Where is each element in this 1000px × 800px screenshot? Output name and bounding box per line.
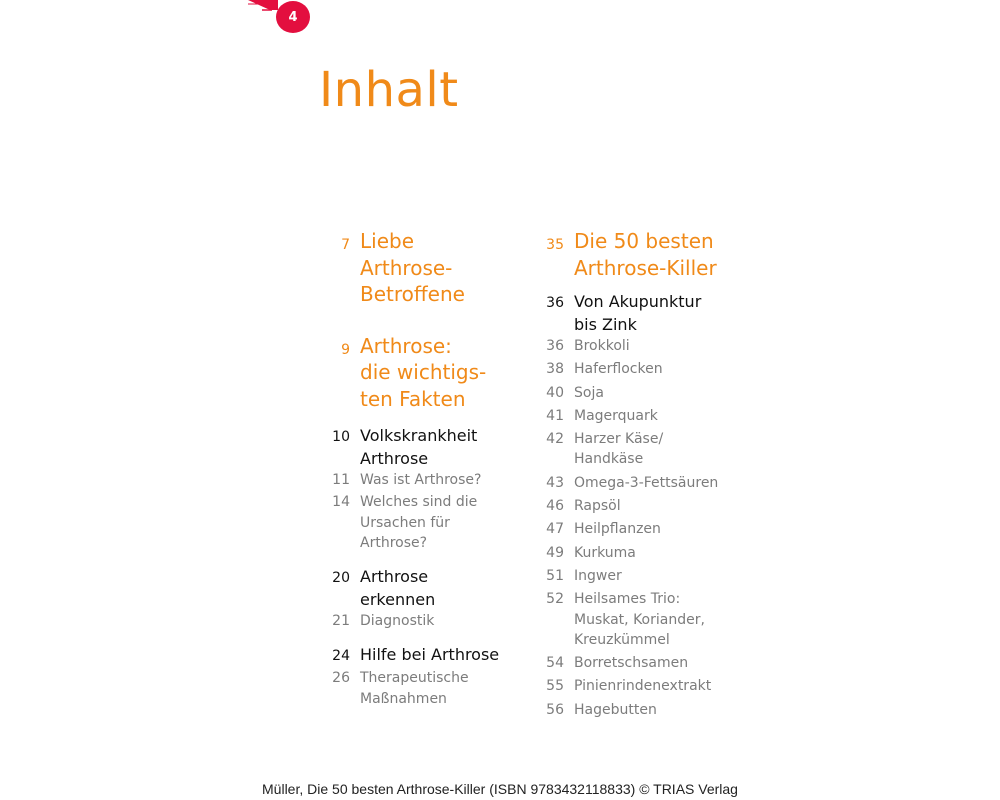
toc-entry-line: Ursachen für <box>360 514 450 531</box>
toc-page-number: 55 <box>546 678 564 695</box>
toc-entry-line: Heilsames Trio: <box>574 591 681 608</box>
toc-entry-line: Welches sind die <box>360 494 478 511</box>
toc-entry-line: Omega-3-Fettsäuren <box>574 474 719 491</box>
toc-entry-title <box>574 519 661 539</box>
toc-entry-title <box>574 653 688 673</box>
toc-entry-line: Kreuzkümmel <box>574 631 670 648</box>
toc-entry-title <box>360 492 477 553</box>
toc-entry-line: die wichtigs- <box>360 360 487 384</box>
toc-entry-line: Arthrose- <box>360 255 453 280</box>
toc-entry-line: Arthrose <box>360 449 429 468</box>
toc-page-number: 43 <box>546 474 564 491</box>
toc-sub <box>324 643 514 668</box>
page-number-badge: 4 <box>276 1 310 33</box>
toc-entry-line: Heilpflanzen <box>574 521 661 538</box>
toc-page-number: 46 <box>546 498 564 515</box>
toc-page-number: 36 <box>546 295 564 311</box>
toc-page-number: 56 <box>546 701 564 718</box>
toc-entry-title <box>574 700 657 720</box>
toc-entry-title <box>574 589 705 650</box>
toc-item <box>538 653 738 673</box>
toc-column-right <box>538 228 738 720</box>
toc-entry-line: Betroffene <box>360 282 465 306</box>
toc-page-number: 40 <box>546 384 564 401</box>
toc-item <box>538 406 738 426</box>
toc-entry-line: Soja <box>574 384 604 401</box>
toc-entry-line: Arthrose: <box>360 333 452 358</box>
toc-entry-line: Therapeutische <box>360 670 469 687</box>
toc-entry-line: Diagnostik <box>360 613 435 630</box>
toc-item <box>538 700 738 720</box>
toc-page-number: 21 <box>332 613 350 630</box>
toc-chapter <box>324 228 514 308</box>
page-title: Inhalt <box>319 62 459 118</box>
toc-entry-line: Muskat, Koriander, <box>574 611 705 628</box>
toc-sub <box>324 565 514 611</box>
toc-item <box>324 611 514 631</box>
toc-entry-title <box>574 406 658 426</box>
toc-entry-title <box>574 290 701 336</box>
toc-item <box>538 519 738 539</box>
toc-entry-title <box>574 496 621 516</box>
toc-item <box>538 336 738 356</box>
toc-entry-title <box>574 383 604 403</box>
toc-page-number: 54 <box>546 655 564 672</box>
toc-entry-title <box>360 668 469 709</box>
toc-page-number: 49 <box>546 544 564 561</box>
toc-entry-line: Borretschsamen <box>574 655 689 672</box>
toc-entry-line: Haferflocken <box>574 361 663 378</box>
toc-entry-title <box>574 359 663 379</box>
toc-entry-title <box>360 611 434 631</box>
toc-item <box>538 676 738 696</box>
toc-column-left <box>324 228 514 709</box>
toc-entry-title <box>360 470 481 490</box>
toc-entry-title <box>360 565 435 611</box>
toc-page-number: 10 <box>332 429 350 445</box>
toc-page-number: 20 <box>332 570 350 587</box>
toc-item <box>538 383 738 403</box>
toc-chapter <box>538 228 738 281</box>
toc-item <box>538 473 738 493</box>
toc-sub <box>538 290 738 336</box>
toc-page-number: 14 <box>332 494 350 511</box>
toc-item <box>538 359 738 379</box>
toc-item <box>324 470 514 490</box>
toc-entry-line: Die 50 besten <box>574 229 714 253</box>
toc-entry-line: Hilfe bei Arthrose <box>360 645 500 665</box>
toc-item <box>538 589 738 650</box>
toc-page-number: 38 <box>546 361 564 378</box>
toc-entry-title <box>360 333 486 413</box>
toc-entry-line: Harzer Käse/ <box>574 431 664 448</box>
toc-page-number: 52 <box>546 591 564 608</box>
toc-entry-title <box>574 566 622 586</box>
toc-entry-line: Was ist Arthrose? <box>360 472 482 488</box>
toc-entry-line: Liebe <box>360 229 415 253</box>
toc-page-number: 7 <box>341 237 350 253</box>
toc-page-number: 36 <box>546 338 564 354</box>
toc-item <box>324 668 514 709</box>
toc-page-number: 24 <box>332 648 350 665</box>
toc-item <box>538 543 738 563</box>
toc-entry-line: erkennen <box>360 590 436 610</box>
toc-entry-line: Handkäse <box>574 451 644 468</box>
toc-entry-title <box>360 228 465 308</box>
toc-chapter <box>324 333 514 413</box>
toc-entry-line: Kurkuma <box>574 544 636 561</box>
toc-page-number: 9 <box>341 341 350 358</box>
toc-entry-line: ten Fakten <box>360 386 466 411</box>
toc-entry-line: Arthrose <box>360 567 429 587</box>
toc-item <box>538 429 738 470</box>
toc-item <box>324 492 514 553</box>
toc-entry-line: Rapsöl <box>574 498 621 515</box>
toc-page-number: 51 <box>546 567 564 584</box>
footer-copyright: Müller, Die 50 besten Arthrose-Killer (ISBN 9783432118833) © TRIAS Verlag <box>262 781 738 797</box>
toc-page-number: 11 <box>332 472 350 488</box>
toc-page-number: 47 <box>546 521 564 538</box>
toc-entry-title <box>574 676 711 696</box>
toc-entry-title <box>360 643 499 666</box>
toc-entry-title <box>574 336 630 356</box>
toc-entry-title <box>574 543 636 563</box>
toc-sub <box>324 424 514 470</box>
toc-entry-line: bis Zink <box>574 315 637 334</box>
toc-page-number: 35 <box>546 237 564 253</box>
toc-entry-line: Volkskrankheit <box>360 426 478 445</box>
toc-item <box>538 496 738 516</box>
toc-entry-line: Pinienrindenextrakt <box>574 678 712 695</box>
toc-page-number: 26 <box>332 670 350 687</box>
toc-page-number: 42 <box>546 431 564 448</box>
toc-entry-line: Hagebutten <box>574 701 657 718</box>
toc-entry-line: Arthrose-Killer <box>574 255 717 280</box>
toc-page-number: 41 <box>546 407 564 424</box>
toc-entry-title <box>574 429 663 470</box>
toc-entry-line: Brokkoli <box>574 338 630 354</box>
toc-entry-title <box>360 424 477 470</box>
toc-entry-title <box>574 473 718 493</box>
toc-item <box>538 566 738 586</box>
toc-entry-line: Arthrose? <box>360 534 428 551</box>
toc-entry-line: Magerquark <box>574 407 658 424</box>
toc-entry-line: Ingwer <box>574 567 622 584</box>
toc-entry-title <box>574 228 717 281</box>
toc-entry-line: Maßnahmen <box>360 690 447 707</box>
toc-entry-line: Von Akupunktur <box>574 292 702 311</box>
